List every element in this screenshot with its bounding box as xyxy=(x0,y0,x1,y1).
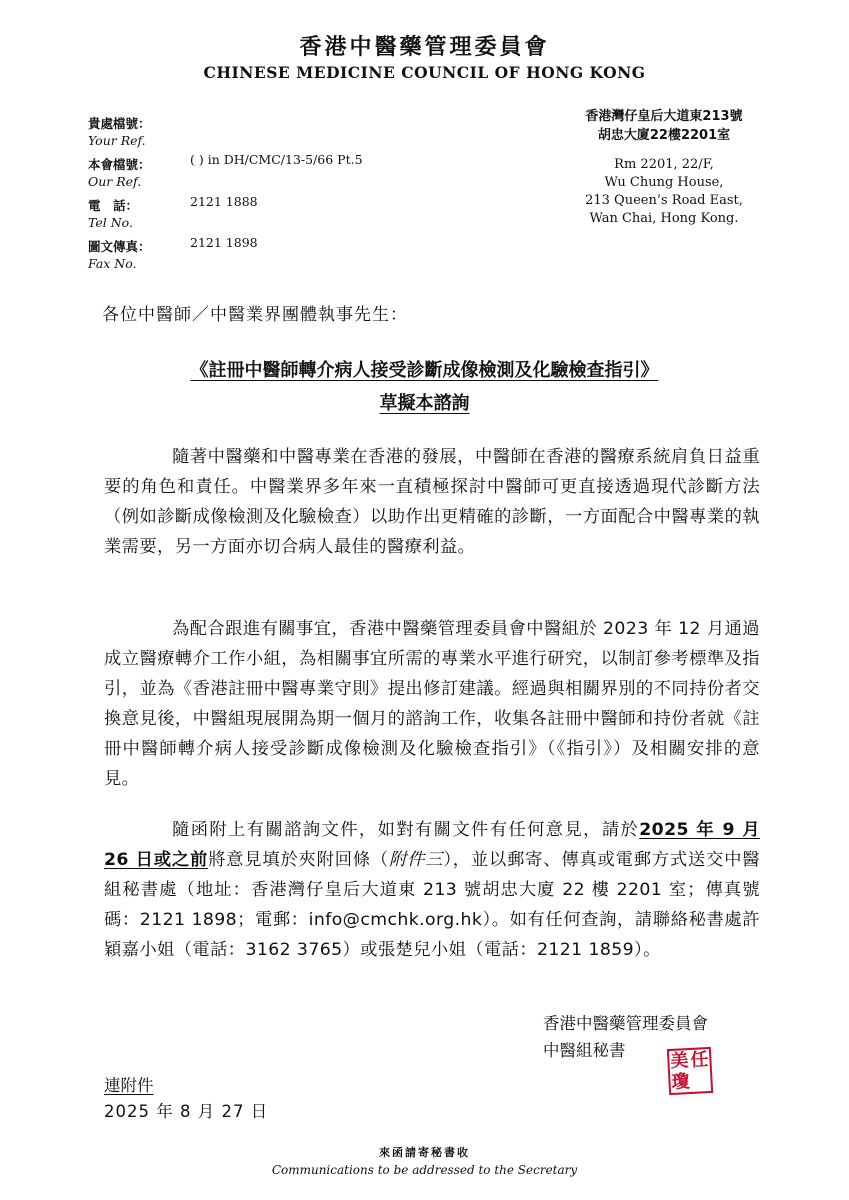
ref-fax-value: 2121 1898 xyxy=(190,235,258,250)
ref-tel-label xyxy=(88,197,138,231)
salutation: 各位中醫師／中醫業界團體執事先生： xyxy=(102,305,408,325)
seal-char: 瓊 xyxy=(670,1070,691,1093)
ref-our-value: ( ) in DH/CMC/13-5/66 Pt.5 xyxy=(190,152,363,167)
address-en-line: Wu Chung House, xyxy=(604,175,724,190)
ref-our-label xyxy=(88,156,151,190)
ref-your-label xyxy=(88,115,151,149)
seal-char xyxy=(691,1080,711,1081)
footer-en: Communications to be addressed to the Secretary xyxy=(271,1163,578,1177)
ref-label-en: Tel No. xyxy=(88,215,133,230)
address-en-line: Wan Chai, Hong Kong. xyxy=(589,211,739,226)
paragraph-2: 為配合跟進有關事宜，香港中醫藥管理委員會中醫組於 2023 年 12 月通過成立醫療轉介工作小組，為相關事宜所需的專業水平進行研究，以制訂參考標準及指引，並為《香港註冊中醫專業守則》提出修訂建議。經過與相關界別的不同持份者交換意見後，中醫組現展開為期一個月的諮詢工作，收集各註冊中醫師和持份者就《註冊中醫師轉介病人接受診斷成像檢測及化驗檢查指引》（《指引》）及相關安排的意見。 xyxy=(104,619,760,789)
address-zh-line: 香港灣仔皇后大道東213號 xyxy=(585,109,743,124)
seal-char: 美 xyxy=(669,1049,689,1072)
ref-label-zh: 圖文傳真： xyxy=(88,239,151,254)
ref-label-en: Your Ref. xyxy=(88,133,146,148)
address-en xyxy=(579,156,749,228)
ref-fax-label xyxy=(88,238,151,272)
org-name-en: CHINESE MEDICINE COUNCIL OF HONG KONG xyxy=(203,63,646,82)
signature-title: 中醫組秘書 xyxy=(543,1041,626,1060)
address-en-line: Rm 2201, 22/F, xyxy=(614,157,714,172)
ref-label-en: Fax No. xyxy=(88,256,137,271)
paragraph-3-text: 將意見填於夾附回條（ xyxy=(208,850,390,870)
letter-title: 《註冊中醫師轉介病人接受診斷成像檢測及化驗檢查指引》 xyxy=(190,360,659,381)
ref-label-zh: 貴處檔號： xyxy=(88,116,151,131)
enclosure-note: 連附件 xyxy=(104,1076,154,1095)
ref-label-zh: 本會檔號： xyxy=(88,157,151,172)
footer-zh: 來函請寄秘書收 xyxy=(379,1146,470,1159)
paragraph-3 xyxy=(104,815,760,965)
paragraph-1: 隨著中醫藥和中醫專業在香港的發展，中醫師在香港的醫療系統肩負日益重要的角色和責任。中醫業界多年來一直積極探討中醫師可更直接透過現代診斷方法（例如診斷成像檢測及化驗檢查）以助作出更精確的診斷，一方面配合中醫專業的執業需要，另一方面亦切合病人最佳的醫療利益。 xyxy=(104,447,760,557)
appendix-ref: 附件三 xyxy=(389,850,444,870)
org-name-zh: 香港中醫藥管理委員會 xyxy=(299,34,550,60)
deadline-date: 2025 年 9 月 26 日或之前 xyxy=(104,820,760,870)
address-zh-line: 胡忠大廈22樓2201室 xyxy=(597,128,731,143)
paragraph-3-text: 隨函附上有關諮詢文件，如對有關文件有任何意見，請於 xyxy=(172,820,640,840)
seal-stamp xyxy=(667,1047,713,1095)
address-zh xyxy=(579,107,749,145)
address-en-line: 213 Queen’s Road East, xyxy=(585,193,743,208)
letter-subtitle: 草擬本諮詢 xyxy=(379,393,470,414)
paragraph-3-text: ），並以郵寄、傳真或電郵方式送交中醫組秘書處（地址：香港灣仔皇后大道東 213 號胡忠大廈 22 樓 2201 室；傳真號碼：2121 1898；電郵：info@cmchk.org.hk）。如有任何查詢，請聯絡秘書處許穎嘉小姐（電話：3162 3765）或張楚兒小姐（電話：2121 1859）。 xyxy=(104,850,760,960)
letter-date: 2025 年 8 月 27 日 xyxy=(104,1102,269,1121)
seal-char: 任 xyxy=(689,1048,709,1071)
ref-label-zh: 電 話： xyxy=(88,198,139,213)
signature-org: 香港中醫藥管理委員會 xyxy=(543,1014,708,1033)
ref-label-en: Our Ref. xyxy=(88,174,142,189)
ref-tel-value: 2121 1888 xyxy=(190,194,258,209)
